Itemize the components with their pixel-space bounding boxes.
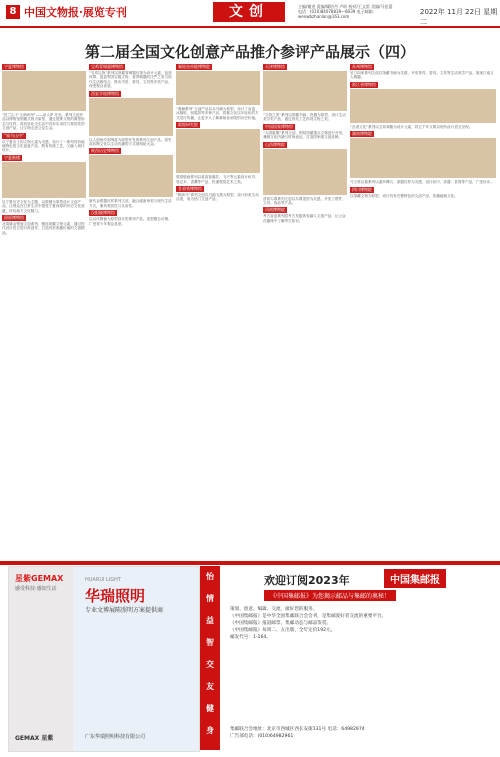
subscription-body: [230, 606, 488, 641]
issue-date: 2022年 11月 22日 星期二: [420, 8, 498, 26]
section-tag: 天津博物馆: [265, 64, 285, 69]
product-photo: [2, 71, 86, 111]
subscription-contact: [230, 726, 365, 740]
section-tag: 湖南博物院: [352, 131, 372, 137]
contact-line: 广告部电话：(010)64982961: [230, 734, 294, 739]
contact-line: 电话：(010)84078839—8039 电子邮箱：wenwbzhanlan@163.com: [298, 9, 377, 19]
ad-company: 广东华瑞照明科技有限公司: [85, 734, 146, 740]
section-tag: 浙江省博物馆: [352, 81, 376, 87]
article-text: 以宁夏出土的文物元素为灵感，设计了一系列具有地域特色的文化创意产品，既有传统工艺，又融入现代设计。: [2, 139, 85, 153]
section-tag: 宁夏鼓楼: [4, 154, 20, 160]
page-header: [0, 0, 500, 28]
strip-char: 交: [206, 660, 214, 669]
section-tag: 中国国家博物馆: [265, 123, 293, 129]
strip-char: 情: [206, 594, 214, 603]
product-photo: [263, 149, 347, 195]
ad-left-title: 星紫GEMAX: [15, 574, 64, 583]
article-text: “贺兰山下·文润河州”——亲人IP 冬至。系列文创作品以博物馆馆藏文物为原型，通过提炼文物的典型形态与纹样，将其转化为生活中具有实用性与观赏性的文创产品，让文物走进公众生活。: [2, 113, 85, 131]
section-tag: 固原博物馆: [4, 215, 24, 221]
strip-char: 健: [206, 704, 214, 713]
strip-char: 怡: [206, 572, 214, 581]
article-text: 以汉代陶俑为原型设计的系列产品，造型憨态可掬，广受青少年观众喜爱。: [89, 217, 172, 226]
ad-slogan: 专业文博展陈照明方案提供商: [85, 607, 164, 614]
product-photo: [89, 98, 173, 136]
editor-info: [298, 4, 418, 19]
strip-char: 友: [206, 682, 214, 691]
product-photo: [89, 155, 173, 197]
ad-right-panel: [73, 567, 199, 751]
section-tag: 敦煌研究院: [178, 122, 198, 128]
strip-char: 益: [206, 616, 214, 625]
section-tag: 陕西历史博物馆: [91, 148, 119, 154]
article-column: [176, 62, 260, 558]
subscription-para: 《中国集邮报》每周二、五出版，全年定价192元。: [230, 628, 336, 633]
article-text: “大国重器”系列文创，围绕馆藏重点文物进行开发，兼顾文化内涵与时尚表达，打造国家级文创品牌。: [263, 130, 346, 140]
ad-left-subtitle: 感受科技·感知生活: [15, 586, 57, 592]
section-tag: 河南博物院: [265, 207, 285, 213]
product-photo: [350, 89, 496, 123]
article-text: “宝鸡礼物”系列以馆藏青铜器纹饰为设计元素，包括何尊、逑盘等国宝级文物，将青铜器的庄严之美与现代生活相结合，推出书签、茶具、文具等多类产品，深受观众喜爱。: [89, 71, 172, 89]
contact-line: 集邮联合会地址：北京市西城区西长安街131号 电话：64982974: [230, 727, 365, 732]
product-photo: [176, 129, 260, 173]
subscription-para: 策划、创意、编辑、交流，做好您的服务。: [230, 607, 318, 612]
section-tag: 甘肃省博物馆: [178, 186, 202, 192]
advertisement: [8, 566, 200, 752]
article-text: 以宁夏历史文化为主题，以鼓楼为原型设计文创产品，让观众在日常生活中感受宁夏深厚的历史文化底蕴，体验地方文化魅力。: [2, 199, 85, 213]
article-text: 晋侯鸟尊系列文创以鸟尊造型为灵感，开发了摆件、文具、饰品等产品。: [263, 196, 346, 206]
ad-brand-en: HUARUI LIGHT: [85, 577, 121, 583]
article-column: [263, 62, 347, 558]
paper-logo: 中国集邮报: [384, 569, 446, 588]
article-column: [350, 62, 496, 558]
ad-left-company: GEMAX 星紫: [15, 735, 54, 742]
subscription-subtitle: 《中国集邮报》为您揭示邮品与集邮的奥秘！: [264, 590, 396, 601]
subscription-para: 《中国集邮报》是中华全国集邮联合会会刊，是集邮爱好者交流的重要平台。: [230, 614, 387, 619]
section-tag: 西安半坡博物馆: [91, 90, 119, 96]
section-tag: 苏州博物馆: [352, 64, 372, 69]
editor-line: 主编/谢进 责编/耀怡丹 卢昕 校对/王文雷 美编/马佳蕾: [298, 4, 393, 9]
section-tag: 山西博物院: [265, 141, 285, 147]
section-tag: 汉阳陵博物馆: [91, 210, 115, 216]
article-text: 北周鎏金银壶文创系列，精选馆藏文物元素，通过现代设计语言进行再创作，打造具有收藏价值的文创精品。: [2, 222, 85, 235]
article-text: “铜奔马”系列文创以马踏飞燕为原型，设计形象生动活泼，成为热门文创产品。: [176, 193, 259, 202]
article-text: 敦煌壁画系列以莫高窟藻井、飞天等元素设计丝巾、笔记本、香薰等产品，传递敦煌艺术之美。: [176, 175, 259, 184]
subscription-title: 欢迎订阅2023年: [264, 574, 350, 587]
article-text: 马王堆汉墓系列以素纱襌衣、漆器纹样为灵感，设计丝巾、漆器、首饰等产品，广受好评。: [350, 180, 494, 185]
subscription-para: 邮发代号：1-164。: [230, 635, 271, 640]
ad-left-panel: [9, 567, 73, 751]
product-photo: [176, 71, 260, 105]
article-column: [2, 62, 86, 558]
article-text: “文物之美”系列以馆藏书画、瓷器为原型，设计生活美学类产品，通过现代工艺再现文物之美。: [263, 113, 346, 122]
strip-char: 身: [206, 726, 214, 735]
section-tag: 秦始皇帝陵博物院: [178, 64, 210, 69]
paper-name: 中国文物报·展览专刊: [24, 6, 127, 19]
subscription-para: 《中国集邮报》报道邮票、集邮动态与邮品鉴赏。: [230, 621, 332, 626]
product-photo: [350, 138, 496, 178]
ad-brand: 华瑞照明: [85, 587, 146, 605]
page-number: 8: [6, 5, 20, 19]
article-text: 吴门四家系列文创以馆藏书画为灵感，开发茶具、香具、文具等生活美学产品，展现江南文人雅趣。: [350, 71, 494, 80]
article-column: [89, 62, 173, 558]
product-photo: [2, 162, 86, 198]
article-text: “秦俑系列”文创产品以兵马俑为原型，设计了盲盒、冰箱贴、钥匙扣等多种产品，将秦文化以年轻化的方式进行传播，让更多人了解秦始皇帝陵的历史价值。: [176, 107, 259, 120]
page-title: 第二届全国文化创意产品推介参评产品展示（四）: [84, 43, 415, 61]
divider-band: [0, 561, 500, 565]
section-name: 文创: [213, 2, 285, 22]
subscription-strip: [200, 566, 220, 750]
article-text: 唐代金银器纹样系列文创，融合盛唐审美与现代生活方式，兼具观赏性与实用性。: [89, 199, 172, 208]
strip-text: [200, 566, 220, 742]
section-tag: 宁夏博物馆: [4, 64, 24, 69]
article-text: 考古盲盒系列将考古发掘体验融入文创产品，让公众在趣味中了解考古知识。: [263, 214, 346, 223]
article-text: “良渚文化”系列以玉琮神徽为设计元素，将五千年文明以现代设计语言呈现。: [350, 124, 473, 129]
article-text: 以馆藏文物为原型，设计具有巴蜀特色的文创产品，传播地域文化。: [350, 193, 458, 198]
strip-char: 智: [206, 638, 214, 647]
subscription-section: [224, 566, 494, 750]
product-photo: [263, 71, 347, 111]
section-tag: “骑马山中”: [4, 132, 25, 138]
article-text: 以人面鱼纹彩陶盆为原型开发的系列文创产品，将史前彩陶文化以生动有趣的方式展现给大众。: [89, 137, 172, 147]
section-tag: 宝鸡青铜器博物馆: [91, 64, 123, 69]
section-tag: 四川博物院: [352, 186, 372, 192]
